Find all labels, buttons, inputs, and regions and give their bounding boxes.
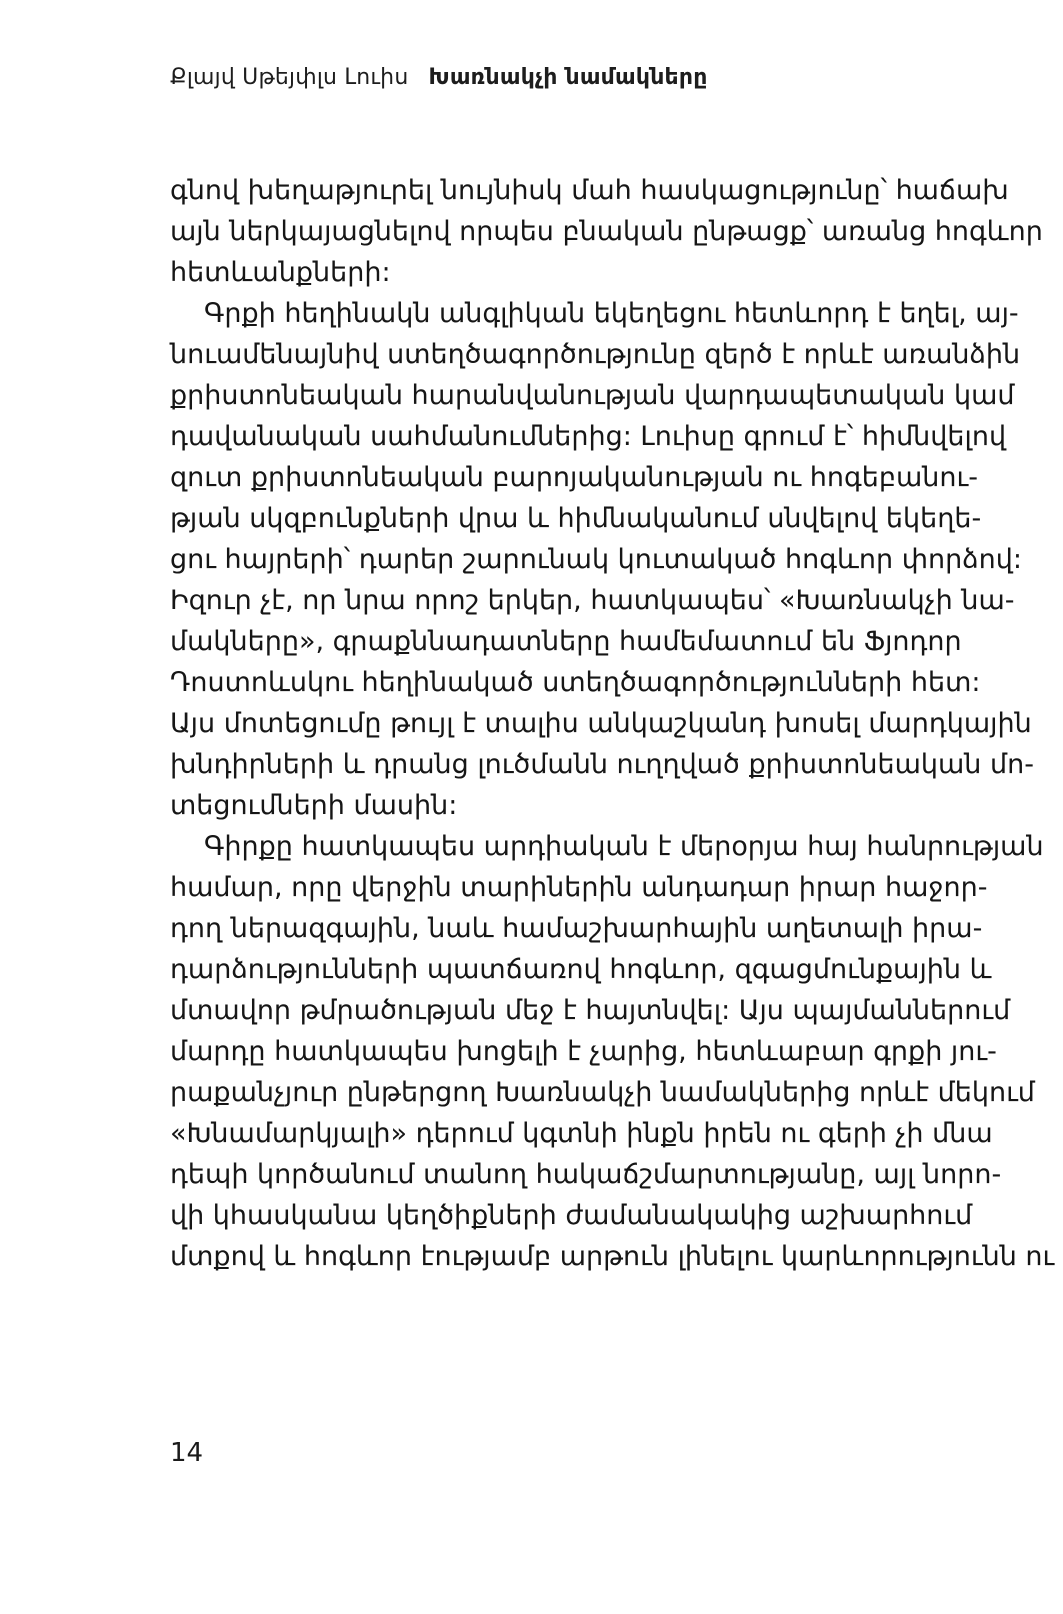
text-line: Գրքի հեղինակն անգլիկան եկեղեցու հետևորդ է եղել, այ- [204,298,1019,329]
text-line: նուամենայնիվ ստեղծագործությունը զերծ է որևէ առանձին [170,339,1021,370]
text-line: Այս մոտեցումը թույլ է տալիս անկաշկանդ խոսել մարդկային [170,708,1032,739]
text-line: Իզուր չէ, որ նրա որոշ երկեր, հատկապես՝ «Խառնակչի նա- [170,585,1015,616]
paragraph [170,826,1055,1277]
text-line: հետևանքների: [170,257,391,288]
text-line: խնդիրների և դրանց լուծմանն ուղղված քրիստոնեական մո- [170,749,1034,780]
book-title: Խառնակչի նամակները [428,65,708,90]
text-line: Գիրքը հատկապես արդիական է մերօրյա հայ հանրության [204,831,1044,862]
text-line: մտավոր թմրածության մեջ է հայտնվել: Այս պայմաններում [170,995,1011,1026]
text-line: թյան սկզբունքների վրա և հիմնականում սնվելով եկեղե- [170,503,982,534]
paragraph [170,170,1043,293]
text-line: մտքով և հոգևոր էությամբ արթուն լինելու կարևորությունն ու [170,1241,1055,1272]
text-line: դեպի կործանում տանող հակաճշմարտությանը, այլ նորո- [170,1159,1002,1190]
text-line: մակները», գրաքննադատները համեմատում են Ֆյոդոր [170,626,962,657]
text-line: րաքանչյուր ընթերցող Խառնակչի նամակներից որևէ մեկում [170,1077,1035,1108]
text-line: ցու հայրերի՝ դարեր շարունակ կուտակած հոգևոր փորձով: [170,544,1022,575]
text-line: մարդը հատկապես խոցելի է չարից, հետևաբար գրքի յու- [170,1036,997,1067]
text-line: դավանական սահմանումներից: Լուիսը գրում է՝ հիմնվելով [170,421,1007,452]
text-line: «Խնամարկյալի» դերում կգտնի ինքն իրեն ու գերի չի մնա [170,1118,993,1149]
text-line: գնով խեղաթյուրել նույնիսկ մահ հասկացությունը՝ հաճախ [170,175,1009,206]
text-line: տեցումների մասին: [170,790,458,821]
text-line: համար, որը վերջին տարիներին անդադար իրար հաջոր- [170,872,988,903]
body-text [170,170,1055,1277]
page-number: 14 [170,1438,204,1468]
text-line: այն ներկայացնելով որպես բնական ընթացք՝ առանց հոգևոր [170,216,1043,247]
running-head [170,64,942,92]
text-line: դող ներազգային, նաև համաշխարհային աղետալի իրա- [170,913,983,944]
text-line: զուտ քրիստոնեական բարոյականության ու հոգեբանու- [170,462,978,493]
text-line: քրիստոնեական հարանվանության վարդապետական կամ [170,380,1015,411]
text-line: վի կհասկանա կեղծիքների ժամանակակից աշխարհում [170,1200,973,1231]
text-line: Դոստոևսկու հեղինակած ստեղծագործությունների հետ: [170,667,981,698]
author-name: Քլայվ Սթեյփլս Լուիս [170,65,409,90]
paragraph [170,293,1034,826]
text-line: դարձությունների պատճառով հոգևոր, զգացմունքային և [170,954,992,985]
